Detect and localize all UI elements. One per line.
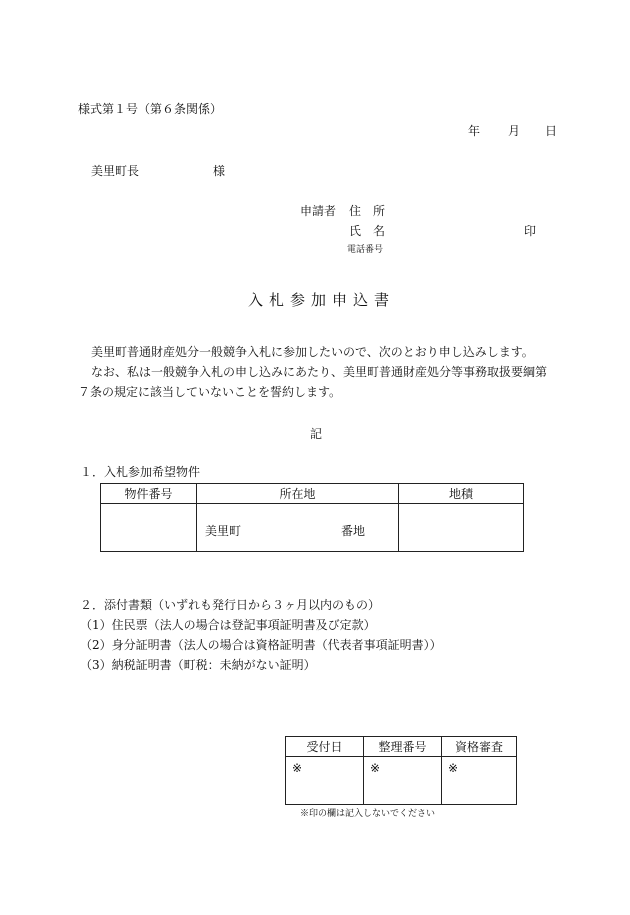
date-year-label: 年 bbox=[468, 124, 481, 138]
location-suffix: 番地 bbox=[341, 524, 366, 538]
cell-area[interactable] bbox=[399, 504, 524, 552]
address-label: 住 所 bbox=[349, 204, 386, 218]
ki-heading: 記 bbox=[310, 427, 323, 441]
section2-heading: ２．添付書類（いずれも発行日から３ヶ月以内のもの） bbox=[80, 598, 381, 612]
cell-received-date: ※ bbox=[286, 757, 364, 805]
attachment-item-1: （1）住民票（法人の場合は登記事項証明書及び定款） bbox=[80, 618, 376, 632]
body-paragraph-2-line-1: なお、私は一般競争入札の申し込みにあたり、美里町普通財産処分等事務取扱要綱第 bbox=[91, 365, 548, 379]
phone-label: 電話番号 bbox=[347, 245, 384, 255]
seal-mark: 印 bbox=[524, 224, 537, 238]
office-use-table bbox=[285, 736, 517, 805]
col-received-date: 受付日 bbox=[286, 737, 364, 757]
addressee-name: 美里町長 bbox=[91, 164, 140, 178]
attachment-item-3: （3）納税証明書（町税：未納がない証明） bbox=[80, 658, 316, 672]
location-town: 美里町 bbox=[205, 524, 242, 538]
col-location: 所在地 bbox=[197, 484, 399, 504]
name-label: 氏 名 bbox=[349, 224, 386, 238]
applicant-label: 申請者 bbox=[300, 204, 337, 218]
col-area: 地積 bbox=[399, 484, 524, 504]
col-property-number: 物件番号 bbox=[101, 484, 197, 504]
document-title: 入札参加申込書 bbox=[248, 291, 396, 309]
addressee-honorific: 様 bbox=[213, 164, 226, 178]
cell-location[interactable] bbox=[197, 504, 399, 552]
section1-heading: １．入札参加希望物件 bbox=[80, 465, 201, 479]
cell-reference-number: ※ bbox=[364, 757, 442, 805]
cell-qualification-review: ※ bbox=[442, 757, 517, 805]
col-qualification-review: 資格審査 bbox=[442, 737, 517, 757]
office-use-note: ※印の欄は記入しないでください bbox=[300, 809, 436, 819]
attachment-item-2: （2）身分証明書（法人の場合は資格証明書（代表者事項証明書）） bbox=[80, 638, 442, 652]
col-reference-number: 整理番号 bbox=[364, 737, 442, 757]
cell-property-number[interactable] bbox=[101, 504, 197, 552]
form-number: 様式第１号（第６条関係） bbox=[78, 102, 223, 116]
date-month-label: 月 bbox=[508, 124, 521, 138]
date-day-label: 日 bbox=[545, 124, 558, 138]
body-paragraph-2-line-2: ７条の規定に該当していないことを誓約します。 bbox=[78, 385, 342, 399]
body-paragraph-1: 美里町普通財産処分一般競争入札に参加したいので、次のとおり申し込みします。 bbox=[91, 345, 534, 359]
property-table bbox=[100, 483, 524, 552]
